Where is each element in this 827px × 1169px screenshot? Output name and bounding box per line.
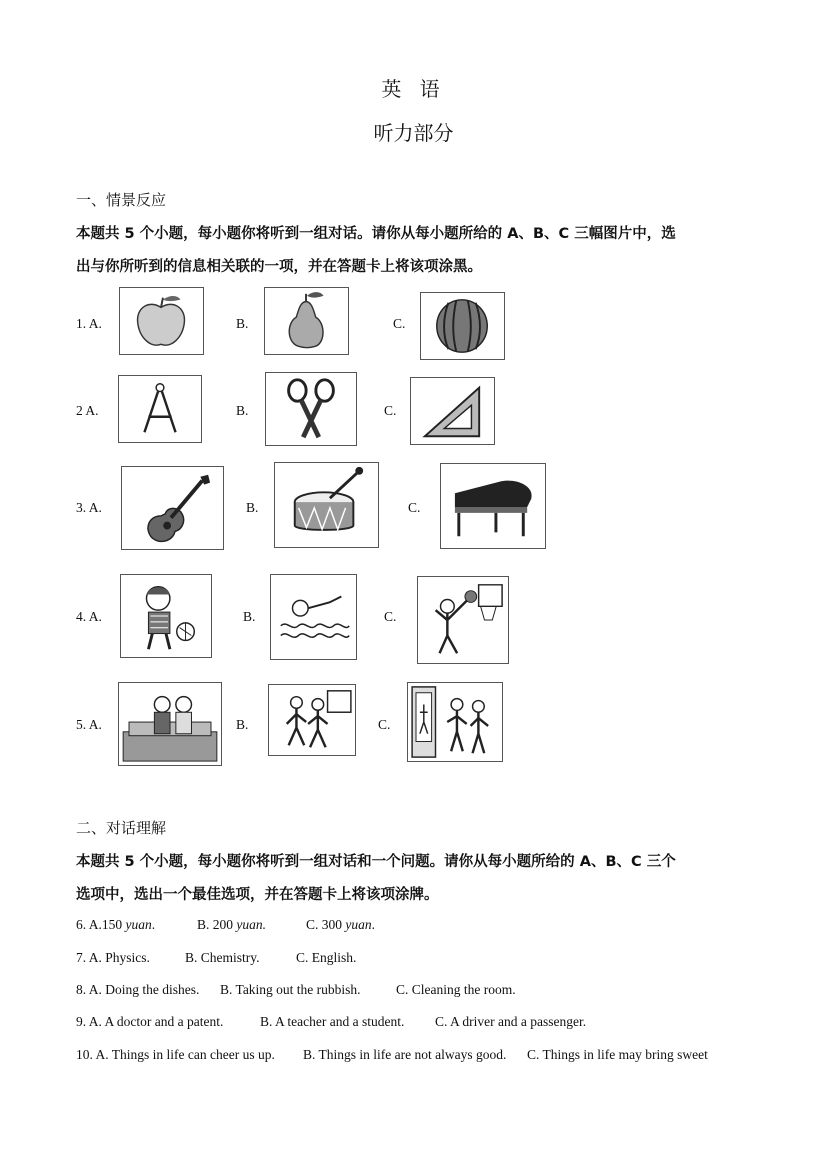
boys-walking-icon (269, 685, 355, 755)
section1-instruction-line1: 本题共 5 个小题，每小题你将听到一组对话。请你从每小题所给的 A、B、C 三幅图片中，选 (76, 226, 676, 242)
q10-option-a[interactable]: 10. A. Things in life can cheer us up. (76, 1047, 275, 1062)
q9-option-a[interactable]: 9. A. A doctor and a patent. (76, 1014, 224, 1029)
people-on-sofa-icon (119, 683, 221, 765)
piano-icon (441, 464, 545, 548)
q10-option-c[interactable]: C. Things in life may bring sweet (527, 1047, 708, 1062)
q10-option-b[interactable]: B. Things in life are not always good. (303, 1047, 507, 1062)
q5-label-a: 5. A. (76, 717, 102, 732)
q9-option-b[interactable]: B. A teacher and a student. (260, 1014, 405, 1029)
guitar-picture[interactable] (121, 466, 224, 550)
compass-icon (119, 376, 201, 442)
scissors-picture[interactable] (265, 372, 357, 446)
two-people-on-sofa-picture[interactable] (118, 682, 222, 766)
drum-icon (275, 463, 378, 547)
compass-picture[interactable] (118, 375, 202, 443)
q2-label-a: 2 A. (76, 403, 99, 418)
q2-label-c: C. (384, 403, 397, 418)
scissors-icon (266, 373, 356, 445)
q7-option-b[interactable]: B. Chemistry. (185, 950, 260, 965)
q1-label-b: B. (236, 316, 249, 331)
q7-option-c[interactable]: C. English. (296, 950, 357, 965)
q1-label-c: C. (393, 316, 406, 331)
q3-label-a: 3. A. (76, 500, 102, 515)
question-10 (76, 1047, 708, 1063)
q6-option-b[interactable]: B. 200 yuan. (197, 917, 267, 932)
question-7 (76, 950, 356, 966)
section1-heading: 一、情景反应 (76, 191, 167, 209)
watermelon-icon (421, 293, 504, 359)
q8-option-a[interactable]: 8. A. Doing the dishes. (76, 982, 200, 997)
q5-label-c: C. (378, 717, 391, 732)
q1-label-a: 1. A. (76, 316, 102, 331)
swimming-picture[interactable] (270, 574, 357, 660)
section2-instruction-line1: 本题共 5 个小题，每小题你将听到一组对话和一个问题。请你从每小题所给的 A、B、C 三个 (76, 854, 676, 870)
q4-label-b: B. (243, 609, 256, 624)
q5-label-b: B. (236, 717, 249, 732)
q4-label-a: 4. A. (76, 609, 102, 624)
apple-icon (120, 288, 203, 354)
watermelon-picture[interactable] (420, 292, 505, 360)
q4-label-c: C. (384, 609, 397, 624)
set-square-picture[interactable] (410, 377, 495, 445)
q2-label-b: B. (236, 403, 249, 418)
basketball-icon (418, 577, 508, 663)
pear-icon (265, 288, 348, 354)
section2-heading: 二、对话理解 (76, 819, 167, 837)
pear-picture[interactable] (264, 287, 349, 355)
q9-option-c[interactable]: C. A driver and a passenger. (435, 1014, 587, 1029)
two-boys-walking-picture[interactable] (268, 684, 356, 756)
basketball-picture[interactable] (417, 576, 509, 664)
question-8 (76, 982, 516, 998)
apple-picture[interactable] (119, 287, 204, 355)
q6-option-a[interactable]: 6. A.150 yuan. (76, 917, 156, 932)
q7-option-a[interactable]: 7. A. Physics. (76, 950, 150, 965)
boy-with-ball-picture[interactable] (120, 574, 212, 658)
set-square-icon (411, 378, 494, 444)
boy-with-ball-icon (121, 575, 211, 657)
question-9 (76, 1014, 586, 1030)
page-title: 英 语 (381, 77, 446, 101)
drum-picture[interactable] (274, 462, 379, 548)
q8-option-c[interactable]: C. Cleaning the room. (396, 982, 516, 997)
piano-picture[interactable] (440, 463, 546, 549)
two-people-at-picture-picture[interactable] (407, 682, 503, 762)
question-6 (76, 917, 375, 933)
guitar-icon (122, 467, 223, 549)
section1-instruction-line2: 出与你所听到的信息相关联的一项，并在答题卡上将该项涂黑。 (76, 259, 482, 275)
section2-instruction-line2: 选项中，选出一个最佳选项，并在答题卡上将该项涂牌。 (76, 887, 439, 903)
people-at-picture-icon (408, 683, 502, 761)
q8-option-b[interactable]: B. Taking out the rubbish. (220, 982, 361, 997)
q6-option-c[interactable]: C. 300 yuan. (306, 917, 376, 932)
page-subtitle: 听力部分 (373, 121, 454, 145)
swimming-icon (271, 575, 356, 659)
q3-label-c: C. (408, 500, 421, 515)
q3-label-b: B. (246, 500, 259, 515)
